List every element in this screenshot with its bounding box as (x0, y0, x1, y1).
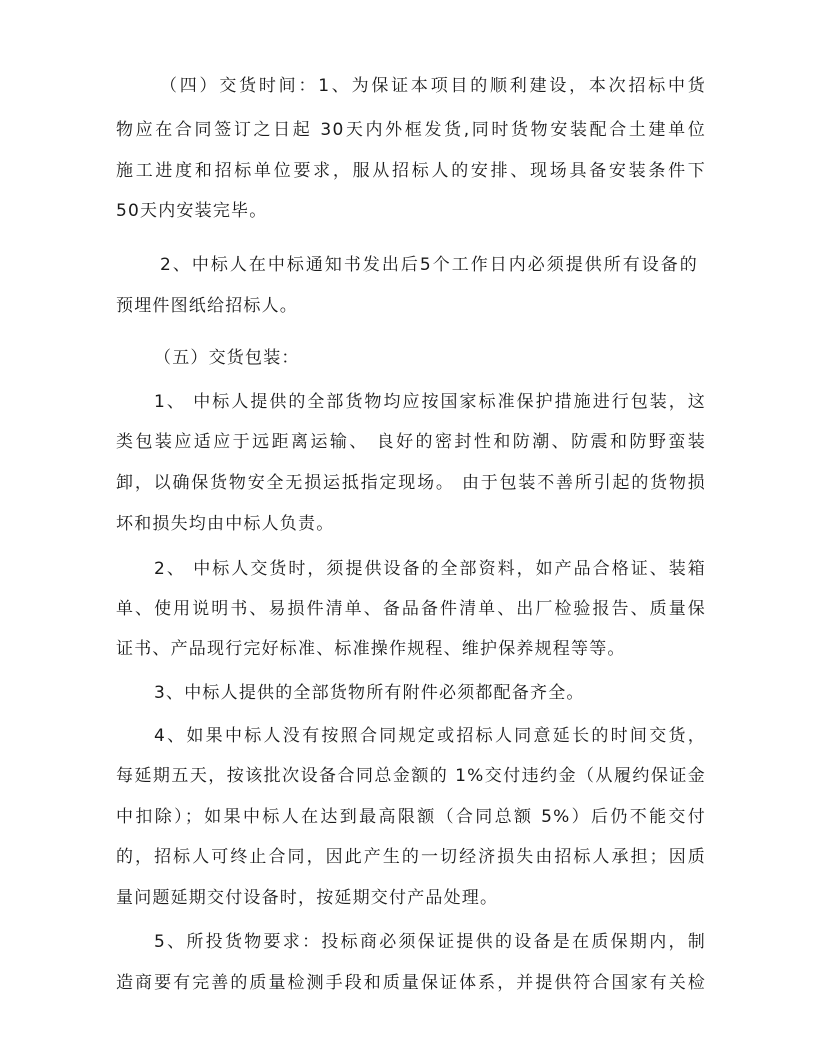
text-line: 施工进度和招标单位要求，服从招标人的安排、现场具备安装条件下 (116, 161, 706, 181)
text-line: 1、 中标人提供的全部货物均应按国家标准保护措施进行包装，这 (154, 392, 706, 412)
text-line: （四）交货时间：1、为保证本项目的顺利建设，本次招标中货 (160, 76, 706, 96)
text-line: 2、 中标人交货时，须提供设备的全部资料，如产品合格证、装箱 (154, 559, 706, 579)
text-line: 类包装应适应于远距离运输、 良好的密封性和防潮、防震和防野蛮装 (116, 432, 706, 452)
text-line: 的，招标人可终止合同，因此产生的一切经济损失由招标人承担；因质 (116, 847, 706, 867)
text-line: 坏和损失均由中标人负责。 (116, 514, 335, 534)
text-line: 证书、产品现行完好标准、标准操作规程、维护保养规程等等。 (116, 639, 626, 659)
text-line: 3、中标人提供的全部货物所有附件必须都配备齐全。 (154, 683, 585, 703)
text-line: 造商要有完善的质量检测手段和质量保证体系，并提供符合国家有关检 (116, 973, 706, 993)
text-line: 4、如果中标人没有按照合同规定或招标人同意延长的时间交货， (154, 726, 706, 746)
text-line: 量问题延期交付设备时，按延期交付产品处理。 (116, 888, 499, 908)
text-line: 物应在合同签订之日起 30天内外框发货,同时货物安装配合土建单位 (116, 120, 706, 140)
text-line: 预埋件图纸给招标人。 (116, 296, 298, 316)
text-line: 50天内安装完毕。 (116, 201, 268, 221)
text-line: 中扣除）；如果中标人在达到最高限额（合同总额 5%）后仍不能交付 (116, 807, 706, 827)
text-line: 5、所投货物要求：投标商必须保证提供的设备是在质保期内，制 (154, 932, 706, 952)
text-line: 卸，以确保货物安全无损运抵指定现场。 由于包装不善所引起的货物损 (116, 473, 706, 493)
section-heading: （五）交货包装： (154, 348, 300, 368)
text-line: 单、使用说明书、易损件清单、备品备件清单、出厂检验报告、质量保 (116, 599, 706, 619)
text-line: 2、中标人在中标通知书发出后5个工作日内必须提供所有设备的 (160, 255, 698, 275)
text-line: 每延期五天，按该批次设备合同总金额的 1%交付违约金（从履约保证金 (116, 766, 706, 786)
